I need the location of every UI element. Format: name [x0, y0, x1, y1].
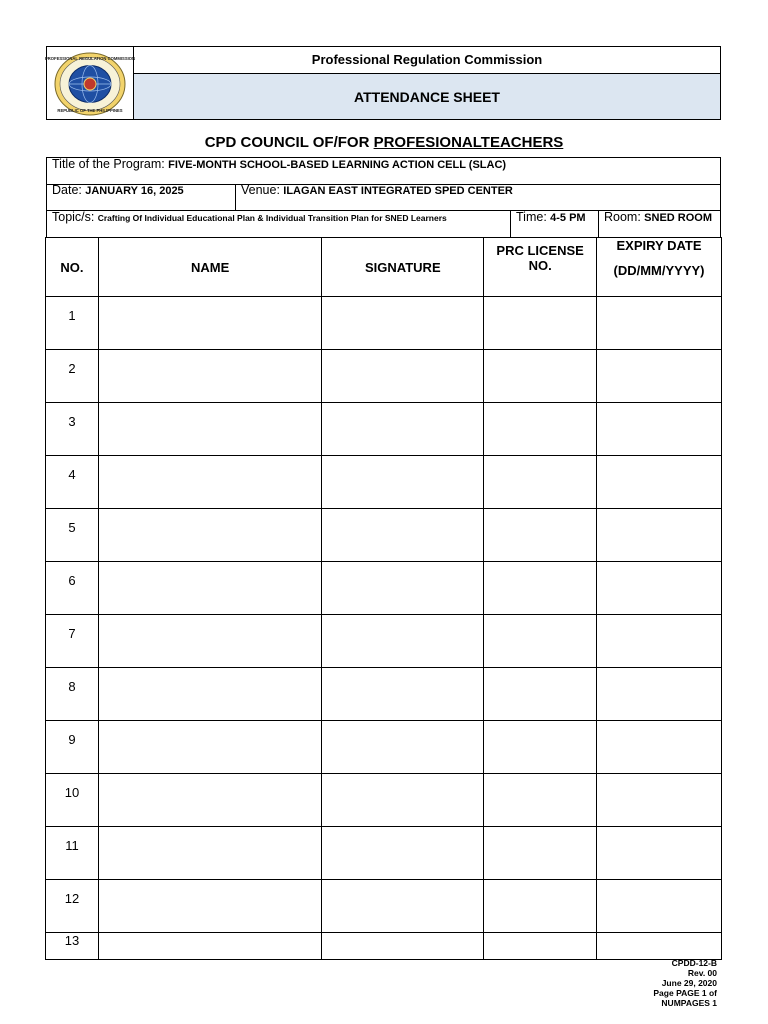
row-number-cell: 8: [46, 668, 99, 721]
table-row: [46, 297, 722, 350]
expiry-date-cell[interactable]: [597, 562, 722, 615]
council-heading: [0, 134, 768, 151]
form-footer: [653, 958, 717, 1008]
expiry-date-cell[interactable]: [597, 297, 722, 350]
date-venue-row: [47, 184, 720, 211]
signature-cell[interactable]: [322, 615, 484, 668]
column-header-name: NAME: [98, 238, 322, 297]
expiry-header-line1: EXPIRY DATE: [616, 238, 702, 253]
prc-license-cell[interactable]: [484, 562, 597, 615]
table-row: [46, 721, 722, 774]
signature-cell[interactable]: [322, 880, 484, 933]
prc-license-cell[interactable]: [484, 774, 597, 827]
table-row: [46, 509, 722, 562]
name-cell[interactable]: [98, 562, 322, 615]
page-number-line2: NUMPAGES 1: [661, 998, 717, 1008]
signature-cell[interactable]: [322, 509, 484, 562]
form-header: [46, 46, 721, 120]
svg-text:PROFESSIONAL REGULATION COMMIS: PROFESSIONAL REGULATION COMMISSION: [44, 56, 136, 61]
prc-license-cell[interactable]: [484, 880, 597, 933]
name-cell[interactable]: [98, 509, 322, 562]
name-cell[interactable]: [98, 456, 322, 509]
svg-text:REPUBLIC OF THE PHILIPPINES: REPUBLIC OF THE PHILIPPINES: [57, 108, 123, 113]
column-header-prc-license: [484, 238, 597, 297]
venue-value: ILAGAN EAST INTEGRATED SPED CENTER: [283, 185, 513, 197]
row-number-cell: 13: [46, 933, 99, 960]
prc-license-cell[interactable]: [484, 615, 597, 668]
council-prefix: CPD COUNCIL OF/FOR: [204, 134, 374, 151]
table-row: [46, 615, 722, 668]
column-header-signature: SIGNATURE: [322, 238, 484, 297]
prc-seal-icon: [44, 52, 136, 116]
expiry-date-cell[interactable]: [597, 668, 722, 721]
row-number-cell: 10: [46, 774, 99, 827]
expiry-date-cell[interactable]: [597, 509, 722, 562]
column-header-no: NO.: [46, 238, 99, 297]
row-number-cell: 12: [46, 880, 99, 933]
prc-license-cell[interactable]: [484, 403, 597, 456]
date-label: Date:: [52, 183, 82, 197]
expiry-header-line2: (DD/MM/YYYY): [613, 263, 705, 278]
room-label: Room:: [604, 210, 641, 224]
table-row: [46, 880, 722, 933]
name-cell[interactable]: [98, 880, 322, 933]
expiry-date-cell[interactable]: [597, 933, 722, 960]
name-cell[interactable]: [98, 350, 322, 403]
prc-license-cell[interactable]: [484, 827, 597, 880]
prc-license-cell[interactable]: [484, 297, 597, 350]
council-profession: PROFESIONALTEACHERS: [373, 134, 564, 151]
name-cell[interactable]: [98, 774, 322, 827]
prc-license-cell[interactable]: [484, 668, 597, 721]
logo-cell: [44, 47, 136, 119]
prc-license-cell[interactable]: [484, 933, 597, 960]
name-cell[interactable]: [98, 721, 322, 774]
signature-cell[interactable]: [322, 562, 484, 615]
table-row: [46, 933, 722, 960]
table-row: [46, 562, 722, 615]
row-number-cell: 3: [46, 403, 99, 456]
signature-cell[interactable]: [322, 774, 484, 827]
program-title-label: Title of the Program:: [52, 157, 165, 171]
row-number-cell: 6: [46, 562, 99, 615]
signature-cell[interactable]: [322, 456, 484, 509]
time-value: 4-5 PM: [550, 212, 586, 224]
signature-cell[interactable]: [322, 933, 484, 960]
organization-name: Professional Regulation Commission: [134, 47, 720, 74]
name-cell[interactable]: [98, 827, 322, 880]
table-row: [46, 403, 722, 456]
time-label: Time:: [516, 210, 547, 224]
prc-header-line1: PRC LICENSE: [496, 243, 584, 258]
program-info: [46, 157, 721, 238]
venue-label: Venue:: [241, 183, 280, 197]
date-value: JANUARY 16, 2025: [85, 185, 184, 197]
table-row: [46, 350, 722, 403]
expiry-date-cell[interactable]: [597, 774, 722, 827]
expiry-date-cell[interactable]: [597, 350, 722, 403]
prc-license-cell[interactable]: [484, 350, 597, 403]
signature-cell[interactable]: [322, 403, 484, 456]
prc-license-cell[interactable]: [484, 721, 597, 774]
row-number-cell: 1: [46, 297, 99, 350]
prc-license-cell[interactable]: [484, 456, 597, 509]
topic-value: Crafting Of Individual Educational Plan & Individual Transition Plan for SNED Learners: [97, 213, 447, 223]
signature-cell[interactable]: [322, 827, 484, 880]
name-cell[interactable]: [98, 615, 322, 668]
page-number-line1: Page PAGE 1 of: [653, 988, 717, 998]
signature-cell[interactable]: [322, 350, 484, 403]
room-value: SNED ROOM: [644, 212, 713, 224]
row-number-cell: 7: [46, 615, 99, 668]
expiry-date-cell[interactable]: [597, 880, 722, 933]
table-header-row: [46, 238, 722, 297]
prc-header-line2: NO.: [528, 258, 552, 273]
row-number-cell: 2: [46, 350, 99, 403]
form-revision: Rev. 00: [687, 968, 717, 978]
name-cell[interactable]: [98, 297, 322, 350]
row-number-cell: 9: [46, 721, 99, 774]
expiry-date-cell[interactable]: [597, 827, 722, 880]
table-row: [46, 668, 722, 721]
signature-cell[interactable]: [322, 668, 484, 721]
expiry-date-cell[interactable]: [597, 615, 722, 668]
program-title-row: [47, 158, 720, 185]
sheet-title: ATTENDANCE SHEET: [134, 74, 720, 119]
topic-label: Topic/s:: [52, 210, 95, 224]
expiry-date-cell[interactable]: [597, 403, 722, 456]
topic-time-room-row: [47, 210, 720, 237]
expiry-date-cell[interactable]: [597, 456, 722, 509]
row-number-cell: 4: [46, 456, 99, 509]
form-date: June 29, 2020: [661, 978, 717, 988]
row-number-cell: 5: [46, 509, 99, 562]
attendance-table: [45, 237, 722, 960]
name-cell[interactable]: [98, 403, 322, 456]
table-row: [46, 827, 722, 880]
signature-cell[interactable]: [322, 297, 484, 350]
column-header-expiry-date: [597, 238, 722, 297]
prc-license-cell[interactable]: [484, 509, 597, 562]
name-cell[interactable]: [98, 668, 322, 721]
name-cell[interactable]: [98, 933, 322, 960]
signature-cell[interactable]: [322, 721, 484, 774]
program-title-value: FIVE-MONTH SCHOOL-BASED LEARNING ACTION CELL (SLAC): [168, 159, 507, 171]
form-code: CPDD-12-B: [671, 958, 717, 968]
table-row: [46, 456, 722, 509]
row-number-cell: 11: [46, 827, 99, 880]
expiry-date-cell[interactable]: [597, 721, 722, 774]
table-row: [46, 774, 722, 827]
